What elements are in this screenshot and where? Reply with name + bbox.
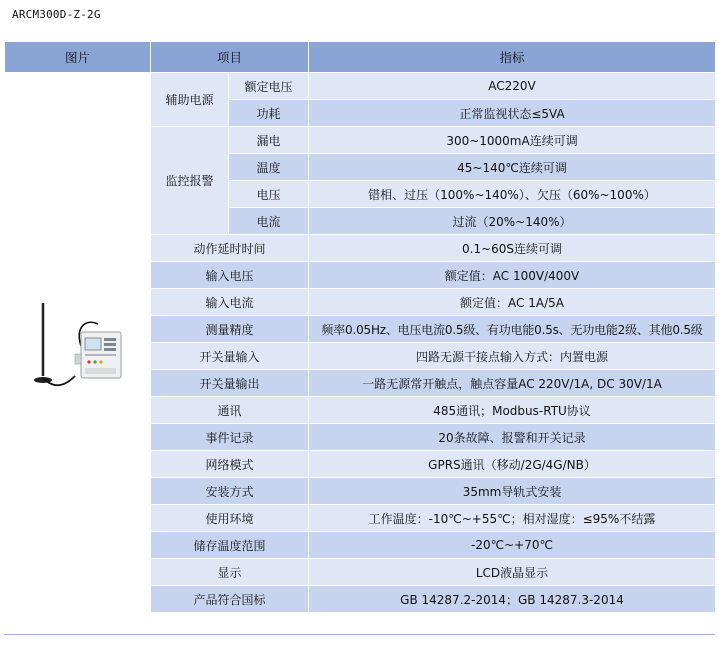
row-label: 动作延时时间 bbox=[151, 235, 309, 262]
row-label: 输入电压 bbox=[151, 262, 309, 289]
row-label: 产品符合国标 bbox=[151, 586, 309, 613]
header-spec: 指标 bbox=[309, 42, 716, 73]
row-label: 储存温度范围 bbox=[151, 532, 309, 559]
row-label: 开关量输入 bbox=[151, 343, 309, 370]
row-label: 漏电 bbox=[229, 127, 309, 154]
row-value: 工作温度：-10℃~+55℃；相对湿度：≤95%不结露 bbox=[309, 505, 716, 532]
row-label: 额定电压 bbox=[229, 73, 309, 100]
row-value: 过流（20%~140%） bbox=[309, 208, 716, 235]
row-value: LCD液晶显示 bbox=[309, 559, 716, 586]
row-value: 45~140℃连续可调 bbox=[309, 154, 716, 181]
row-value: 0.1~60S连续可调 bbox=[309, 235, 716, 262]
device-image bbox=[23, 288, 133, 398]
header-item: 项目 bbox=[151, 42, 309, 73]
group-aux-power: 辅助电源 bbox=[151, 73, 229, 127]
row-value: 20条故障、报警和开关记录 bbox=[309, 424, 716, 451]
device-picture-cell bbox=[5, 73, 151, 613]
group-alarm: 监控报警 bbox=[151, 127, 229, 235]
model-title: ARCM300D-Z-2G bbox=[12, 8, 101, 21]
row-label: 显示 bbox=[151, 559, 309, 586]
row-label: 电压 bbox=[229, 181, 309, 208]
row-value: 额定值：AC 100V/400V bbox=[309, 262, 716, 289]
row-value: 错相、过压（100%~140%）、欠压（60%~100%） bbox=[309, 181, 716, 208]
row-value: 35mm导轨式安装 bbox=[309, 478, 716, 505]
row-value: 频率0.05Hz、电压电流0.5级、有功电能0.5s、无功电能2级、其他0.5级 bbox=[309, 316, 716, 343]
row-label: 开关量输出 bbox=[151, 370, 309, 397]
row-label: 功耗 bbox=[229, 100, 309, 127]
row-label: 网络模式 bbox=[151, 451, 309, 478]
row-label: 温度 bbox=[229, 154, 309, 181]
row-label: 电流 bbox=[229, 208, 309, 235]
row-value: AC220V bbox=[309, 73, 716, 100]
row-value: -20℃~+70℃ bbox=[309, 532, 716, 559]
table-row bbox=[5, 73, 716, 100]
header-picture: 图片 bbox=[5, 42, 151, 73]
row-value: 正常监视状态≤5VA bbox=[309, 100, 716, 127]
row-label: 测量精度 bbox=[151, 316, 309, 343]
row-value: 一路无源常开触点，触点容量AC 220V/1A, DC 30V/1A bbox=[309, 370, 716, 397]
row-value: GB 14287.2-2014；GB 14287.3-2014 bbox=[309, 586, 716, 613]
row-label: 安装方式 bbox=[151, 478, 309, 505]
row-value: 四路无源干接点输入方式：内置电源 bbox=[309, 343, 716, 370]
spec-table bbox=[4, 41, 716, 613]
header-row bbox=[5, 42, 716, 73]
row-label: 使用环境 bbox=[151, 505, 309, 532]
row-value: 485通讯；Modbus-RTU协议 bbox=[309, 397, 716, 424]
row-value: 300~1000mA连续可调 bbox=[309, 127, 716, 154]
row-label: 输入电流 bbox=[151, 289, 309, 316]
row-value: GPRS通讯（移动/2G/4G/NB） bbox=[309, 451, 716, 478]
row-label: 事件记录 bbox=[151, 424, 309, 451]
row-value: 额定值：AC 1A/5A bbox=[309, 289, 716, 316]
row-label: 通讯 bbox=[151, 397, 309, 424]
table-bottom-divider bbox=[4, 634, 715, 635]
